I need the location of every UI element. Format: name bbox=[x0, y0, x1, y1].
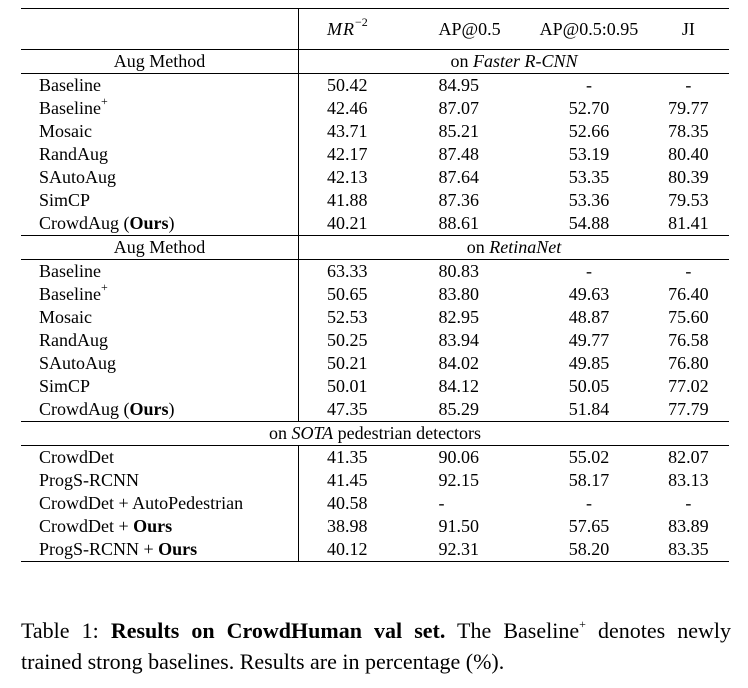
ji-value: 80.40 bbox=[668, 144, 709, 164]
mr-value: 40.21 bbox=[327, 213, 368, 233]
method-cell bbox=[21, 143, 299, 166]
method-name: SAutoAug bbox=[39, 353, 117, 373]
method-cell bbox=[21, 306, 299, 329]
method-name: Baseline bbox=[39, 284, 101, 304]
ap50-value: - bbox=[438, 493, 445, 513]
ap5095-value: 58.17 bbox=[568, 470, 610, 490]
ap50-value: 83.80 bbox=[438, 284, 480, 304]
table-row bbox=[21, 492, 729, 515]
method-name: RandAug bbox=[39, 144, 108, 164]
ji-value: 83.35 bbox=[668, 539, 709, 559]
method-name: RandAug bbox=[39, 330, 108, 350]
method-name: Baseline bbox=[39, 261, 101, 281]
method-name: SimCP bbox=[39, 190, 91, 210]
method-name: SAutoAug bbox=[39, 167, 117, 187]
ap5095-value: 53.36 bbox=[568, 190, 610, 210]
method-cell bbox=[21, 446, 299, 470]
mr-value: 41.88 bbox=[327, 190, 368, 210]
col-ji-header: JI bbox=[681, 19, 695, 39]
method-close: ) bbox=[168, 399, 175, 419]
ap50-value: 84.95 bbox=[438, 75, 480, 95]
table-row bbox=[21, 538, 729, 562]
ji-value: - bbox=[685, 261, 692, 281]
table-row bbox=[21, 398, 729, 422]
section-prefix: on bbox=[466, 237, 490, 257]
method-cell bbox=[21, 469, 299, 492]
caption-text-a: The Baseline bbox=[457, 618, 580, 643]
method-cell bbox=[21, 398, 299, 422]
mr-value: 42.13 bbox=[327, 167, 368, 187]
mr-value: 38.98 bbox=[327, 516, 368, 536]
ap50-value: 90.06 bbox=[438, 447, 480, 467]
table-row bbox=[21, 469, 729, 492]
results-table bbox=[21, 8, 729, 562]
ours-label: Ours bbox=[129, 213, 169, 233]
ap5095-value: - bbox=[585, 75, 592, 95]
section-left-label: Aug Method bbox=[21, 236, 299, 260]
sota-suffix: pedestrian detectors bbox=[333, 423, 482, 443]
ap5095-value: 48.87 bbox=[568, 307, 610, 327]
method-name: CrowdDet + AutoPedestrian bbox=[39, 493, 244, 513]
method-cell bbox=[21, 352, 299, 375]
mr-value: 41.45 bbox=[327, 470, 368, 490]
ap50-value: 91.50 bbox=[438, 516, 480, 536]
ap50-value: 92.15 bbox=[438, 470, 480, 490]
table-row bbox=[21, 515, 729, 538]
table-row bbox=[21, 143, 729, 166]
ap50-value: 92.31 bbox=[438, 539, 480, 559]
table-row bbox=[21, 329, 729, 352]
mr-value: 47.35 bbox=[327, 399, 368, 419]
ji-value: 75.60 bbox=[668, 307, 709, 327]
ji-value: 76.58 bbox=[668, 330, 709, 350]
table-row bbox=[21, 166, 729, 189]
mr-value: 50.65 bbox=[327, 284, 368, 304]
method-cell bbox=[21, 538, 299, 562]
ji-value: - bbox=[685, 493, 692, 513]
ap50-value: 87.36 bbox=[438, 190, 480, 210]
method-name: ProgS-RCNN bbox=[39, 470, 140, 490]
caption-text-b: denotes newly trained strong baselines. Results are in percentage (%). bbox=[21, 618, 731, 674]
method-name: Mosaic bbox=[39, 121, 92, 141]
section-header-row bbox=[21, 236, 729, 260]
method-name: ProgS-RCNN + bbox=[39, 539, 159, 559]
ap5095-value: 49.77 bbox=[568, 330, 610, 350]
ap5095-value: 57.65 bbox=[568, 516, 610, 536]
method-sup: + bbox=[100, 280, 108, 294]
method-cell bbox=[21, 120, 299, 143]
ap5095-value: 49.85 bbox=[568, 353, 610, 373]
method-sup: + bbox=[100, 94, 108, 108]
method-cell bbox=[21, 280, 299, 306]
method-name: CrowdDet bbox=[39, 447, 114, 467]
ap50-value: 84.02 bbox=[438, 353, 480, 373]
ap5095-value: - bbox=[585, 261, 592, 281]
method-cell bbox=[21, 166, 299, 189]
method-name: CrowdAug ( bbox=[39, 399, 130, 419]
mr-value: 50.21 bbox=[327, 353, 368, 373]
method-cell bbox=[21, 74, 299, 98]
method-name: Baseline bbox=[39, 98, 101, 118]
table-row bbox=[21, 375, 729, 398]
col-mr-header: $MR^{-2}$ bbox=[327, 15, 368, 39]
caption-sup: + bbox=[579, 616, 586, 631]
ap5095-value: 52.70 bbox=[568, 98, 610, 118]
mr-value: 63.33 bbox=[327, 261, 368, 281]
section-right-label bbox=[299, 236, 730, 260]
sota-header bbox=[21, 422, 729, 446]
ji-value: - bbox=[685, 75, 692, 95]
method-cell bbox=[21, 260, 299, 284]
sota-prefix: on bbox=[268, 423, 292, 443]
method-cell bbox=[21, 94, 299, 120]
ji-value: 77.79 bbox=[668, 399, 709, 419]
ap50-value: 88.61 bbox=[438, 213, 480, 233]
method-name: CrowdDet + bbox=[39, 516, 134, 536]
method-close: ) bbox=[168, 213, 175, 233]
ap50-value: 85.29 bbox=[438, 399, 480, 419]
method-name: SimCP bbox=[39, 376, 91, 396]
method-cell bbox=[21, 492, 299, 515]
section-header-row bbox=[21, 50, 729, 74]
table-row bbox=[21, 352, 729, 375]
ji-value: 76.80 bbox=[668, 353, 709, 373]
method-cell bbox=[21, 189, 299, 212]
table-row bbox=[21, 189, 729, 212]
col-ap50-header: AP@0.5 bbox=[438, 19, 501, 39]
ap5095-value: 52.66 bbox=[568, 121, 610, 141]
ap5095-value: 53.35 bbox=[568, 167, 610, 187]
mr-value: 50.01 bbox=[327, 376, 368, 396]
ap5095-value: 49.63 bbox=[568, 284, 610, 304]
table-row bbox=[21, 260, 729, 284]
table-row bbox=[21, 120, 729, 143]
mr-value: 52.53 bbox=[327, 307, 368, 327]
ji-value: 79.53 bbox=[668, 190, 709, 210]
mr-value: 40.58 bbox=[327, 493, 368, 513]
ap50-value: 85.21 bbox=[438, 121, 480, 141]
ours-label: Ours bbox=[129, 399, 169, 419]
method-name: Baseline bbox=[39, 75, 101, 95]
ap50-value: 87.07 bbox=[438, 98, 480, 118]
ji-value: 76.40 bbox=[668, 284, 709, 304]
ji-value: 83.13 bbox=[668, 470, 709, 490]
col-ap5095-header: AP@0.5:0.95 bbox=[539, 19, 639, 39]
sota-name: SOTA bbox=[291, 423, 334, 443]
method-name: CrowdAug ( bbox=[39, 213, 130, 233]
table-row bbox=[21, 212, 729, 236]
caption-bold: Results on CrowdHuman val set. bbox=[110, 618, 446, 643]
ap5095-value: 53.19 bbox=[568, 144, 610, 164]
ap5095-value: 55.02 bbox=[568, 447, 610, 467]
column-header-row bbox=[21, 9, 729, 50]
ap50-value: 87.64 bbox=[438, 167, 480, 187]
ap50-value: 80.83 bbox=[438, 261, 480, 281]
ap50-value: 84.12 bbox=[438, 376, 480, 396]
detector-name: Faster R-CNN bbox=[472, 51, 578, 71]
mr-value: 40.12 bbox=[327, 539, 368, 559]
ap50-value: 82.95 bbox=[438, 307, 480, 327]
method-cell bbox=[21, 515, 299, 538]
ji-value: 77.02 bbox=[668, 376, 709, 396]
ji-value: 81.41 bbox=[668, 213, 709, 233]
ji-value: 79.77 bbox=[668, 98, 709, 118]
table-caption bbox=[21, 615, 731, 677]
detector-name: RetinaNet bbox=[489, 237, 562, 257]
ji-value: 82.07 bbox=[668, 447, 709, 467]
ji-value: 80.39 bbox=[668, 167, 709, 187]
caption-label: Table 1: bbox=[21, 618, 99, 643]
ours-label: Ours bbox=[133, 516, 173, 536]
mr-value: 50.42 bbox=[327, 75, 368, 95]
table-row bbox=[21, 283, 729, 306]
section-left-label: Aug Method bbox=[21, 50, 299, 74]
header-blank bbox=[21, 9, 299, 50]
section-right-label bbox=[299, 50, 730, 74]
ji-value: 78.35 bbox=[668, 121, 709, 141]
ap5095-value: 54.88 bbox=[568, 213, 610, 233]
ours-label: Ours bbox=[158, 539, 198, 559]
ap5095-value: 58.20 bbox=[568, 539, 610, 559]
ap5095-value: - bbox=[585, 493, 592, 513]
method-name: Mosaic bbox=[39, 307, 92, 327]
method-cell bbox=[21, 375, 299, 398]
ap5095-value: 50.05 bbox=[568, 376, 610, 396]
method-cell bbox=[21, 329, 299, 352]
method-cell bbox=[21, 212, 299, 236]
results-body bbox=[21, 50, 729, 562]
mr-value: 42.46 bbox=[327, 98, 368, 118]
table-row bbox=[21, 446, 729, 470]
ap5095-value: 51.84 bbox=[568, 399, 610, 419]
mr-value: 42.17 bbox=[327, 144, 368, 164]
section-prefix: on bbox=[450, 51, 473, 71]
mr-value: 50.25 bbox=[327, 330, 368, 350]
mr-value: 43.71 bbox=[327, 121, 368, 141]
ji-value: 83.89 bbox=[668, 516, 709, 536]
table-row bbox=[21, 74, 729, 98]
mr-value: 41.35 bbox=[327, 447, 368, 467]
sota-header-row bbox=[21, 422, 729, 446]
table-row bbox=[21, 97, 729, 120]
ap50-value: 83.94 bbox=[438, 330, 480, 350]
table-row bbox=[21, 306, 729, 329]
ap50-value: 87.48 bbox=[438, 144, 480, 164]
